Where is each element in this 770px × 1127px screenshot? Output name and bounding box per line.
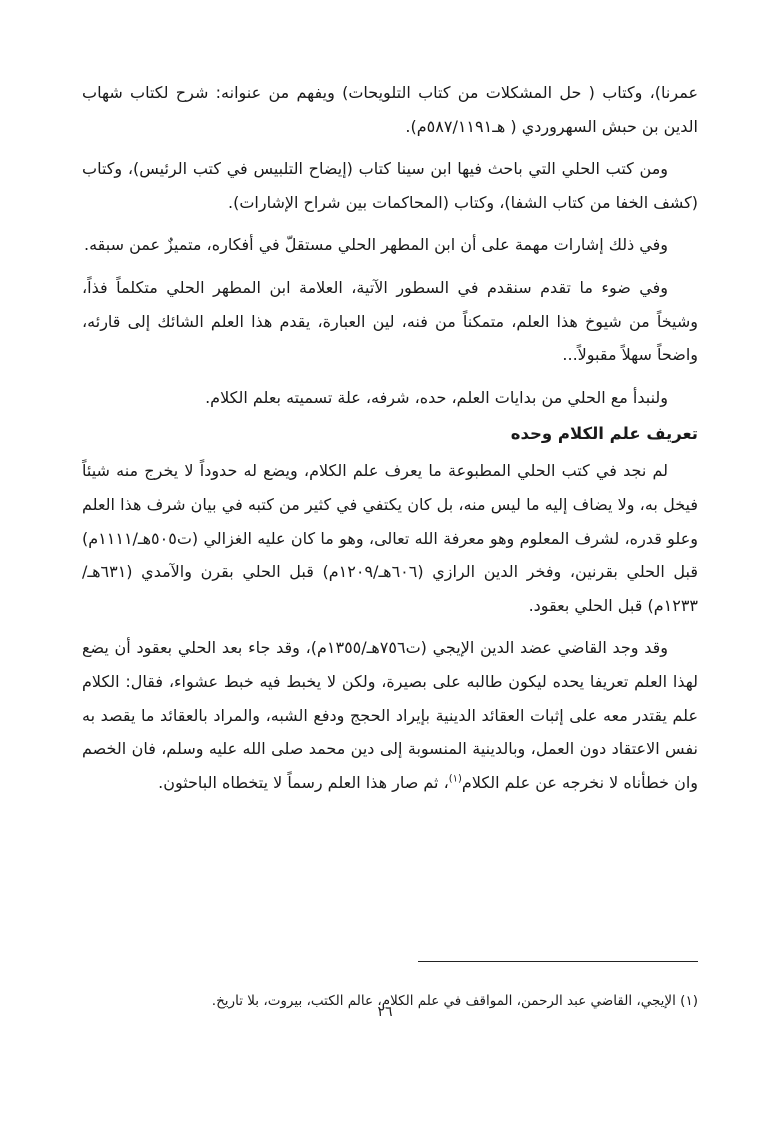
footnote-divider	[418, 961, 698, 962]
section-heading: تعريف علم الكلام وحده	[510, 424, 698, 444]
footnote: (١) الإيجي، القاضي عبد الرحمن، المواقف في علم الكلام، عالم الكتب، بيروت، بلا تاريخ.	[211, 992, 698, 1009]
footnote-reference[interactable]: (١)	[448, 773, 462, 785]
paragraph-3: وفي ذلك إشارات مهمة على أن ابن المطهر الحلي مستقلّ في أفكاره، متميزٌ عمن سبقه.	[84, 235, 668, 255]
body-text	[82, 76, 698, 799]
paragraph-7	[82, 631, 698, 799]
paragraph-6: لم نجد في كتب الحلي المطبوعة ما يعرف علم الكلام، ويضع له حدوداً لا يخرج منه شيئاً فيخل به، ولا يضاف إليه ما ليس منه، بل كان يكتفي في كثير من كتبه في بيان شرف هذا العلم وعلو قدره، لشرف المعلوم وهو معرفة الله تعالى، وهو ما كان عليه الغزالي (ت٥٠٥هـ/١١١١م) قبل الحلي بقرنين، وفخر الدين الرازي (٦٠٦هـ/١٢٠٩م) قبل الحلي بقرن والآمدي (٦٣١هـ/١٢٣٣م) قبل الحلي بعقود.	[82, 461, 699, 615]
paragraph-5: ولنبدأ مع الحلي من بدايات العلم، حده، شرفه، علة تسميته بعلم الكلام.	[205, 387, 668, 407]
paragraph-7-text-after: ، ثم صار هذا العلم رسماً لا يتخطاه الباحثون.	[158, 772, 449, 792]
paragraph-7-text: وقد وجد القاضي عضد الدين الإيجي (ت٧٥٦هـ/١٣٥٥م)، وقد جاء بعد الحلي بعقود أن يضع لهذا العلم تعريفا يحده ليكون طالبه على بصيرة، ولكن لا يخبط فيه خبط عشواء، فقال: الكلام علم يقتدر معه على إثبات العقائد الدينية بإيراد الحجج ودفع الشبه، والمراد بالعقائد ما يقصد به نفس الاعتقاد دون العمل، وبالدينية المنسوبة إلى دين محمد صلى الله عليه وسلم، فان الخصم وان خطأناه لا نخرجه عن علم الكلام	[82, 638, 698, 792]
paragraph-4: وفي ضوء ما تقدم سنقدم في السطور الآتية، العلامة ابن المطهر الحلي متكلماً فذاً، وشيخاً من شيوخ هذا العلم، متمكناً من فنه، لين العبارة، يقدم هذا العلم الشائك إلى قارئه، واضحاً سهلاً مقبولاً...	[82, 277, 698, 365]
paragraph-2: ومن كتب الحلي التي باحث فيها ابن سينا كتاب (إيضاح التلبيس في كتب الرئيس)، وكتاب (كشف الخفا من كتاب الشفا)، وكتاب (المحاكمات بين شراح الإشارات).	[82, 159, 698, 212]
paragraph-1: عمرنا)، وكتاب ( حل المشكلات من كتاب التلويحات) ويفهم من عنوانه: شرح لكتاب شهاب الدين بن حبش السهروردي ( هـ٥٨٧/١١٩١م).	[82, 83, 698, 136]
page-number: ٢٦	[377, 1004, 393, 1020]
